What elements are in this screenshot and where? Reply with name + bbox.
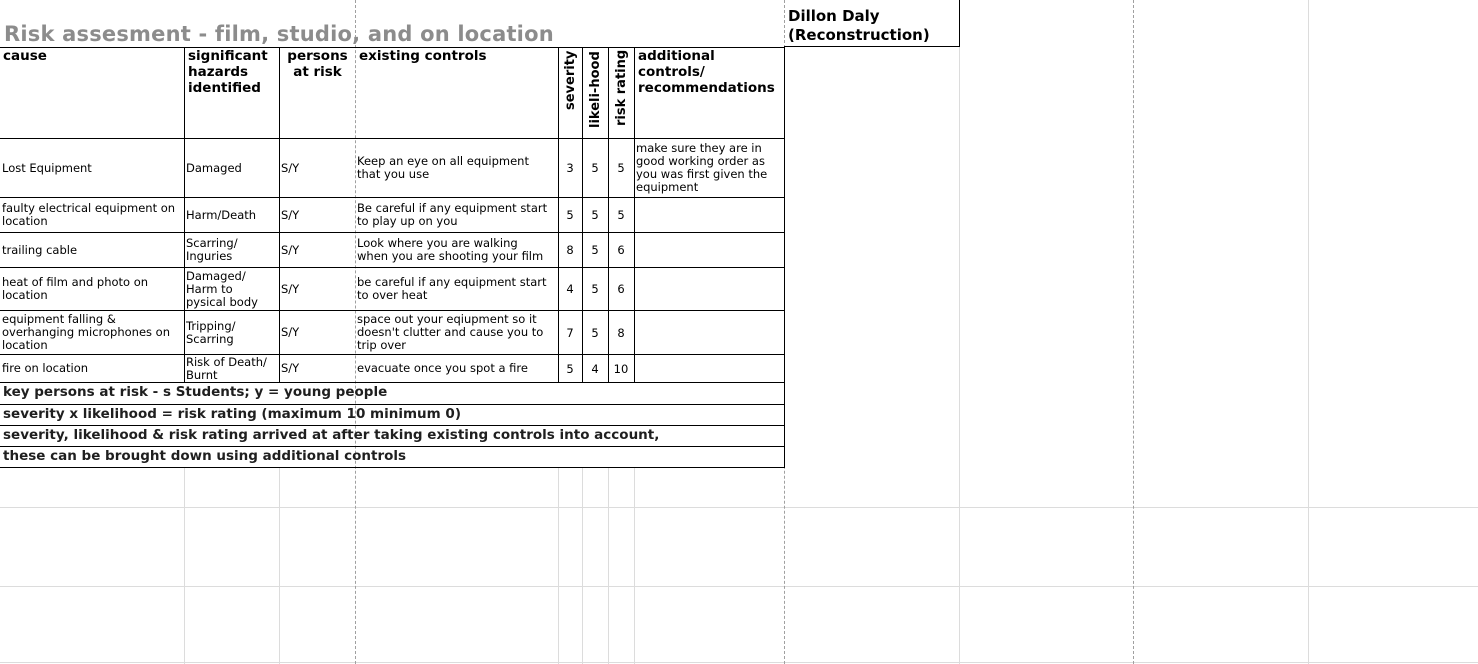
cell-risk: 6 [617, 282, 625, 296]
cell-likelihood: 4 [591, 361, 599, 376]
cell-severity: 5 [566, 208, 574, 222]
cause-text [2, 276, 148, 302]
cause-text [2, 313, 170, 352]
header-additional [638, 48, 775, 96]
cell-additional [636, 268, 783, 310]
cause-text [2, 362, 88, 375]
hazard-text [186, 237, 238, 263]
cause-text [2, 202, 175, 228]
cause-line: location [2, 338, 48, 352]
cause-line: overhanging microphones on [2, 325, 170, 339]
hazard-line: Scarring [186, 331, 234, 346]
cell-controls [357, 139, 557, 197]
hazard-text [186, 356, 267, 382]
hazard-line: Scarring/ [186, 236, 238, 250]
hazard-line: Risk of Death/ [186, 354, 267, 369]
author-name: Dillon Daly [788, 7, 880, 25]
cell-additional [636, 311, 783, 354]
cell-severity: 8 [566, 243, 574, 257]
header-additional-line: recommendations [638, 80, 775, 96]
hazard-text [186, 209, 256, 222]
controls-line: Be careful if any equipment start [357, 201, 548, 215]
controls-line: that you use [357, 167, 430, 181]
cause-text [2, 162, 92, 175]
cell-likelihood: 5 [591, 325, 599, 340]
cell-cause [2, 355, 183, 382]
controls-line: space out your eqiupment so it [357, 312, 537, 326]
cause-line: Lost Equipment [2, 160, 92, 175]
hazard-line: Harm to [186, 281, 233, 296]
hazard-line: Damaged [186, 160, 242, 175]
cell-likelihood: 5 [591, 282, 599, 296]
header-persons-line: at risk [293, 64, 342, 80]
cell-persons: S/Y [281, 242, 300, 257]
cell-controls [357, 311, 557, 354]
cell-severity: 7 [566, 325, 574, 340]
cell-likelihood: 5 [591, 161, 599, 175]
controls-text [357, 237, 543, 263]
cell-persons: S/Y [281, 207, 300, 222]
hazard-text [186, 270, 258, 309]
header-persons [280, 48, 355, 80]
controls-line: evacuate once you spot a fire [357, 361, 528, 375]
cell-hazard [186, 233, 278, 267]
header-persons-line: persons [287, 48, 348, 64]
header-cause: cause [3, 48, 47, 64]
cell-controls [357, 198, 557, 232]
hazard-line: Burnt [186, 367, 218, 382]
cause-line: location [2, 214, 48, 228]
cause-line: equipment falling & [2, 312, 116, 326]
cause-line: faulty electrical equipment on [2, 201, 176, 215]
cell-persons: S/Y [281, 325, 300, 339]
cell-severity: 3 [566, 161, 574, 175]
controls-line: trip over [357, 338, 407, 352]
cell-risk: 8 [617, 325, 625, 340]
cell-persons: S/Y [281, 281, 300, 296]
cause-line: fire on location [2, 361, 89, 375]
controls-text [357, 362, 528, 375]
cell-risk: 5 [617, 208, 625, 222]
cell-hazard [186, 355, 278, 382]
cell-likelihood: 5 [591, 243, 599, 257]
cause-text [2, 244, 77, 257]
note-existing-controls: severity, likelihood & risk rating arrived at after taking existing controls into account, [3, 427, 660, 443]
cell-risk: 6 [617, 243, 625, 257]
cell-likelihood: 5 [591, 208, 599, 222]
cell-hazard [186, 268, 278, 310]
controls-line: to play up on you [357, 214, 458, 228]
controls-text [357, 155, 529, 181]
cell-risk: 5 [617, 161, 625, 175]
header-existing-controls: existing controls [359, 48, 487, 64]
additional-text [636, 142, 767, 194]
cell-controls [357, 233, 557, 267]
hazard-text [186, 162, 242, 175]
controls-line: Keep an eye on all equipment [357, 154, 529, 168]
hazard-line: pysical body [186, 294, 258, 309]
header-risk-rating: risk rating [614, 49, 629, 126]
cell-additional [636, 198, 783, 232]
additional-line: good working order as [636, 154, 765, 168]
cell-cause [2, 233, 183, 267]
controls-line: to over heat [357, 288, 428, 302]
author-note: (Reconstruction) [788, 26, 930, 44]
hazard-line: Inguries [186, 249, 233, 263]
additional-line: make sure they are in [636, 141, 762, 155]
header-hazards-line: identified [188, 80, 261, 96]
cell-severity: 4 [566, 282, 574, 296]
header-additional-line: additional [638, 48, 715, 64]
controls-text [357, 313, 543, 352]
header-hazards [188, 48, 268, 96]
cell-persons: S/Y [281, 361, 300, 375]
cell-hazard [186, 198, 278, 232]
additional-line: you was first given the [636, 167, 768, 181]
cause-line: trailing cable [2, 242, 78, 257]
cell-risk: 10 [613, 361, 629, 376]
header-additional-line: controls/ [638, 64, 705, 80]
cell-additional [636, 355, 783, 382]
controls-line: Look where you are walking [357, 236, 518, 250]
hazard-line: Damaged/ [186, 268, 246, 283]
cell-controls [357, 355, 557, 382]
header-hazards-line: hazards [188, 64, 249, 80]
cell-hazard [186, 139, 278, 197]
note-risk-formula: severity x likelihood = risk rating (maximum 10 minimum 0) [3, 406, 461, 422]
controls-line: when you are shooting your film [357, 249, 544, 263]
controls-text [357, 202, 547, 228]
cell-cause [2, 198, 183, 232]
cell-additional [636, 233, 783, 267]
cell-severity: 5 [566, 361, 574, 376]
header-likelihood: likeli-hood [588, 51, 603, 128]
cause-line: heat of film and photo on [2, 275, 149, 289]
hazard-line: Tripping/ [186, 318, 236, 333]
note-additional-controls: these can be brought down using additional controls [3, 448, 407, 464]
cell-persons: S/Y [281, 160, 300, 175]
controls-text [357, 276, 547, 302]
additional-line: equipment [636, 180, 699, 194]
note-key-persons: key persons at risk - s Students; y = young people [3, 384, 388, 400]
controls-line: doesn't clutter and cause you to [357, 325, 544, 339]
cell-cause [2, 268, 183, 310]
cell-hazard [186, 311, 278, 354]
hazard-line: Harm/Death [186, 207, 257, 222]
header-severity: severity [563, 50, 578, 110]
controls-line: be careful if any equipment start [357, 275, 547, 289]
cell-cause [2, 311, 183, 354]
cell-controls [357, 268, 557, 310]
hazard-text [186, 320, 236, 346]
cause-line: location [2, 288, 48, 302]
page-title: Risk assesment - film, studio, and on location [4, 22, 554, 46]
author-label [788, 7, 958, 45]
cell-cause [2, 139, 183, 197]
header-hazards-line: significant [188, 48, 268, 64]
cell-additional [636, 139, 783, 197]
